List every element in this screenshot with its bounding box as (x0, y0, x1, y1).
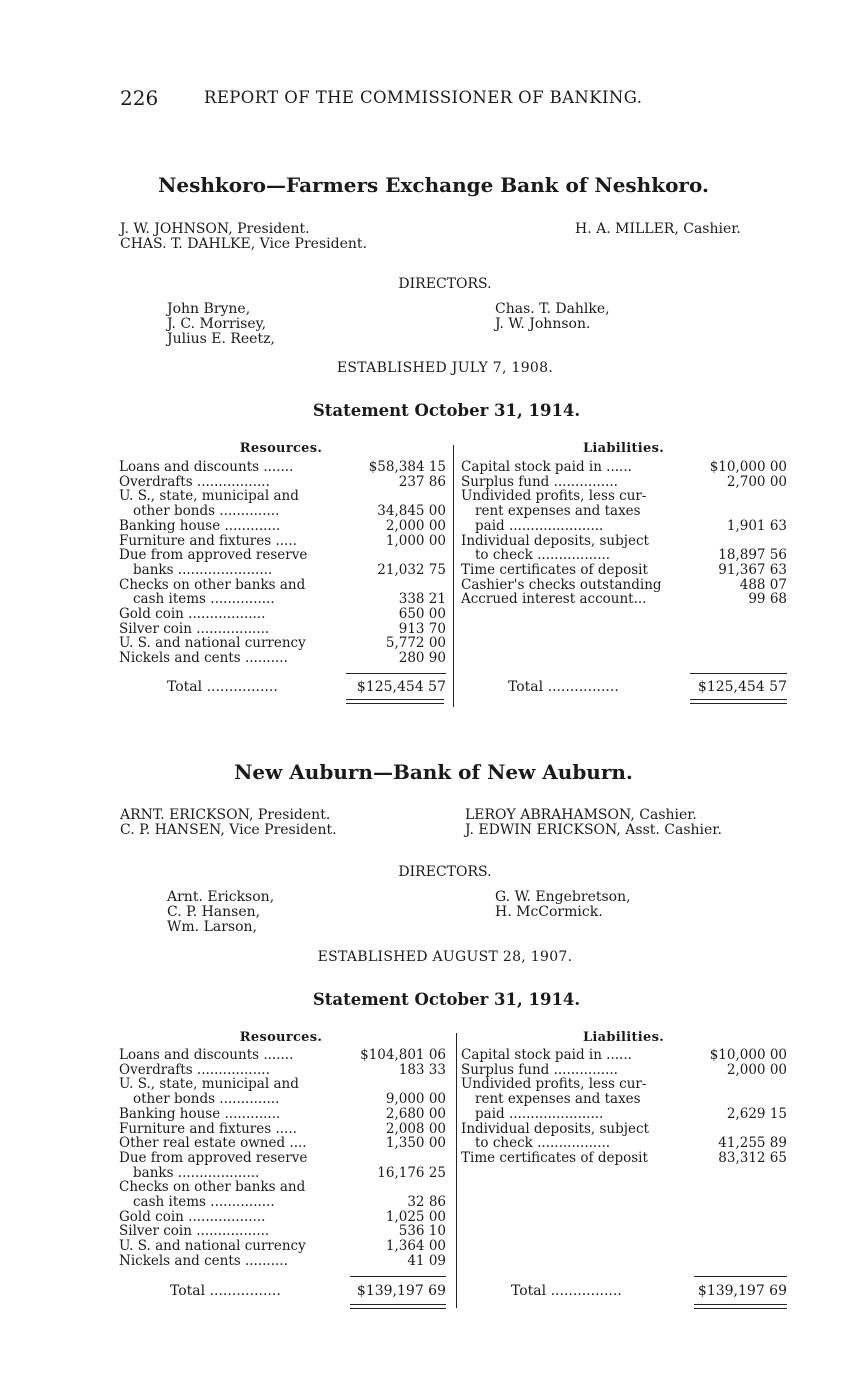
director-name: J. C. Morrisey, (167, 316, 267, 332)
ledger-row (119, 650, 446, 665)
ledger-row-label: cash items ............... (133, 591, 275, 608)
report-title: REPORT OF THE COMMISSIONER OF BANKING. (204, 88, 643, 107)
directors-list-left (167, 302, 275, 347)
ledger-row-label: Banking house ............. (119, 517, 281, 534)
column-divider (456, 1033, 457, 1308)
ledger-row-label: Checks on other banks and (119, 576, 306, 593)
ledger-row-amount: $10,000 00 (709, 1047, 787, 1063)
ledger-row (461, 503, 787, 518)
ledger-row-amount: 2,629 15 (726, 1105, 787, 1122)
ledger-row-amount: $10,000 00 (709, 459, 787, 475)
officer-president: J. W. JOHNSON, President. (120, 221, 310, 237)
director-name: Chas. T. Dahlke, (495, 301, 610, 317)
total-double-rule (350, 1308, 446, 1309)
ledger-row-label: Silver coin ................. (119, 620, 270, 637)
ledger-row (119, 577, 446, 592)
ledger-row (119, 562, 446, 577)
ledger-row-label: Checks on other banks and (119, 1179, 306, 1196)
ledger-row-label: other bonds .............. (133, 1091, 280, 1108)
ledger-row-amount: 338 21 (398, 591, 446, 608)
directors-list-left (167, 890, 274, 935)
ledger-row (119, 1238, 446, 1253)
ledger-row-label: U. S., state, municipal and (119, 488, 299, 505)
ledger-row-label: Capital stock paid in ...... (461, 459, 632, 475)
ledger-row-amount: 41 09 (407, 1252, 446, 1269)
ledger-row-amount: 536 10 (398, 1223, 446, 1240)
director-name: J. W. Johnson. (495, 316, 591, 332)
ledger-row-label: Gold coin .................. (119, 606, 266, 622)
ledger-row-label: Time certificates of deposit (461, 561, 648, 578)
ledger-row-label: Silver coin ................. (119, 1223, 270, 1240)
ledger-row (119, 606, 446, 621)
ledger-row-label: U. S., state, municipal and (119, 1076, 299, 1093)
ledger-row-amount: 32 86 (407, 1194, 446, 1210)
ledger-row-amount: 488 07 (739, 576, 787, 593)
ledger-row (461, 459, 787, 474)
ledger-row (119, 459, 446, 474)
director-name: C. P. Hansen, (167, 904, 261, 920)
ledger-row-amount: 237 86 (398, 473, 446, 490)
ledger-row-amount: $58,384 15 (368, 459, 446, 475)
ledger-row (461, 1121, 787, 1136)
total-amount: $139,197 69 (356, 1283, 446, 1299)
ledger-row-amount: 2,700 00 (726, 473, 787, 490)
directors-list-right (495, 302, 610, 332)
director-name: G. W. Engebretson, (495, 889, 631, 905)
ledger-row (119, 1209, 446, 1224)
ledger-row-amount: 1,025 00 (385, 1208, 446, 1225)
bank-title: Neshkoro—Farmers Exchange Bank of Neshkoro. (158, 173, 709, 197)
ledger-row (461, 1135, 787, 1150)
ledger-row-label: Loans and discounts ....... (119, 1047, 294, 1063)
ledger-row-label: banks ................... (133, 1164, 260, 1181)
ledger-row-label: Cashier's checks outstanding (461, 576, 662, 593)
ledger-row-amount: 183 33 (398, 1061, 446, 1078)
total-double-rule (346, 703, 444, 704)
ledger-row (119, 1253, 446, 1268)
ledger-row-label: Nickels and cents .......... (119, 1252, 288, 1269)
officer-cashier: H. A. MILLER, Cashier. (575, 221, 741, 237)
director-name: Julius E. Reetz, (167, 331, 275, 347)
ledger-row-label: paid ...................... (475, 1105, 604, 1122)
ledger-row-amount: 9,000 00 (385, 1091, 446, 1108)
ledger-row (461, 488, 787, 503)
liabilities-heading: Liabilities. (582, 441, 665, 456)
subtotal-rule (350, 1276, 446, 1277)
statement-title: Statement October 31, 1914. (312, 401, 581, 420)
ledger-row-label: Due from approved reserve (119, 1149, 308, 1166)
total-double-rule (690, 699, 787, 700)
ledger-row-label: Surplus fund ............... (461, 1061, 618, 1078)
ledger-row (119, 1091, 446, 1106)
ledger-row (119, 1223, 446, 1238)
total-double-rule (690, 703, 787, 704)
ledger-row-amount: 5,772 00 (385, 635, 446, 652)
ledger-row-label: Nickels and cents .......... (119, 650, 288, 667)
ledger-row-amount: 16,176 25 (377, 1164, 446, 1181)
director-name: H. McCormick. (495, 904, 603, 920)
officer-president: ARNT. ERICKSON, President. (120, 807, 331, 823)
ledger-row-amount: 2,000 00 (726, 1061, 787, 1078)
ledger-row-amount: 2,008 00 (385, 1120, 446, 1137)
officers-right (465, 808, 722, 838)
ledger-row-label: Individual deposits, subject (461, 1120, 649, 1137)
bank-title: New Auburn—Bank of New Auburn. (234, 760, 633, 784)
director-name: Wm. Larson, (167, 919, 257, 935)
ledger-row (461, 591, 787, 606)
officers-left (120, 222, 367, 252)
ledger-row (119, 518, 446, 533)
established-date: ESTABLISHED AUGUST 28, 1907. (317, 949, 573, 965)
ledger-row-label: Undivided profits, less cur- (461, 488, 647, 505)
ledger-row-amount: 2,000 00 (385, 517, 446, 534)
total-double-rule (694, 1308, 787, 1309)
directors-list-right (495, 890, 631, 920)
ledger-row-label: banks ...................... (133, 561, 273, 578)
ledger-row (119, 1076, 446, 1091)
total-label: Total ................ (167, 679, 278, 695)
ledger-row-label: Surplus fund ............... (461, 473, 618, 490)
total-double-rule (694, 1304, 787, 1305)
established-date: ESTABLISHED JULY 7, 1908. (336, 360, 554, 376)
ledger-row-label: other bonds .............. (133, 503, 280, 520)
ledger-row (461, 1150, 787, 1165)
ledger-row (119, 1106, 446, 1121)
officers-left (120, 808, 337, 838)
ledger-row-label: Furniture and fixtures ..... (119, 532, 297, 549)
total-label: Total ................ (170, 1283, 281, 1299)
ledger-row-amount: 280 90 (398, 650, 446, 667)
ledger-row (119, 635, 446, 650)
resources-heading: Resources. (239, 1030, 323, 1045)
subtotal-rule (346, 673, 446, 674)
ledger-row (461, 1047, 787, 1062)
ledger-row-amount: 1,901 63 (726, 517, 787, 534)
ledger-row (119, 591, 446, 606)
total-amount: $125,454 57 (697, 679, 787, 695)
ledger-row (119, 1165, 446, 1180)
ledger-row (119, 533, 446, 548)
ledger-row (119, 1121, 446, 1136)
ledger-row (119, 474, 446, 489)
ledger-row-label: Undivided profits, less cur- (461, 1076, 647, 1093)
director-name: John Bryne, (167, 301, 251, 317)
ledger-row-amount: 913 70 (398, 620, 446, 637)
ledger-row-amount: 1,364 00 (385, 1238, 446, 1255)
column-divider (453, 445, 454, 707)
ledger-row (461, 547, 787, 562)
ledger-row-label: Loans and discounts ....... (119, 459, 294, 475)
total-amount: $139,197 69 (697, 1283, 787, 1299)
officer-cashier: LEROY ABRAHAMSON, Cashier. (465, 807, 697, 823)
ledger-row-label: to check ................. (475, 547, 611, 564)
officer-vice-president: CHAS. T. DAHLKE, Vice President. (120, 236, 367, 252)
ledger-row-amount: 1,000 00 (385, 532, 446, 549)
ledger-row (461, 562, 787, 577)
ledger-row (119, 1047, 446, 1062)
ledger-row (119, 547, 446, 562)
ledger-row-amount: 41,255 89 (718, 1135, 787, 1152)
director-name: Arnt. Erickson, (167, 889, 275, 905)
officer-vice-president: C. P. HANSEN, Vice President. (120, 822, 337, 838)
running-header (120, 86, 780, 112)
ledger-row-label: rent expenses and taxes (475, 1091, 641, 1108)
ledger-row-label: cash items ............... (133, 1194, 275, 1210)
ledger-row-amount: 21,032 75 (377, 561, 446, 578)
ledger-row-label: Capital stock paid in ...... (461, 1047, 632, 1063)
total-amount: $125,454 57 (356, 679, 446, 695)
ledger-row-label: Banking house ............. (119, 1105, 281, 1122)
ledger-row-amount: $104,801 06 (360, 1047, 446, 1063)
ledger-row (461, 1062, 787, 1077)
ledger-row (461, 1076, 787, 1091)
ledger-row-label: U. S. and national currency (119, 1238, 306, 1255)
ledger-row-label: U. S. and national currency (119, 635, 306, 652)
subtotal-rule (694, 1276, 787, 1277)
ledger-row-label: Overdrafts ................. (119, 473, 270, 490)
ledger-row (119, 1150, 446, 1165)
ledger-row (119, 1179, 446, 1194)
ledger-row (461, 1106, 787, 1121)
ledger-row (119, 1062, 446, 1077)
subtotal-rule (690, 673, 787, 674)
ledger-row (461, 474, 787, 489)
ledger-row (461, 518, 787, 533)
ledger-row-label: Overdrafts ................. (119, 1061, 270, 1078)
total-double-rule (346, 699, 444, 700)
ledger-row-amount: 99 68 (748, 591, 787, 608)
ledger-row (461, 1091, 787, 1106)
resources-heading: Resources. (239, 441, 323, 456)
ledger-row (119, 1135, 446, 1150)
ledger-row-label: Individual deposits, subject (461, 532, 649, 549)
ledger-row (119, 488, 446, 503)
total-double-rule (350, 1304, 446, 1305)
ledger-row-label: Time certificates of deposit (461, 1149, 648, 1166)
ledger-row-label: paid ...................... (475, 517, 604, 534)
officers-right (575, 222, 741, 237)
total-label: Total ................ (511, 1283, 622, 1299)
ledger-row-amount: 83,312 65 (718, 1149, 787, 1166)
ledger-row-label: Due from approved reserve (119, 547, 308, 564)
page-number: 226 (120, 86, 159, 110)
ledger-row-amount: 650 00 (398, 606, 446, 622)
ledger-row-amount: 91,367 63 (718, 561, 787, 578)
ledger-row-label: Other real estate owned .... (119, 1135, 307, 1152)
officer-asst-cashier: J. EDWIN ERICKSON, Asst. Cashier. (465, 822, 722, 838)
ledger-row-label: Furniture and fixtures ..... (119, 1120, 297, 1137)
directors-heading: DIRECTORS. (398, 864, 492, 880)
ledger-row-label: Accrued interest account... (461, 591, 647, 608)
ledger-row-amount: 34,845 00 (377, 503, 446, 520)
ledger-row-amount: 1,350 00 (385, 1135, 446, 1152)
directors-heading: DIRECTORS. (398, 276, 492, 292)
statement-title: Statement October 31, 1914. (312, 990, 581, 1009)
ledger-row (119, 621, 446, 636)
ledger-row-label: rent expenses and taxes (475, 503, 641, 520)
ledger-row-label: to check ................. (475, 1135, 611, 1152)
ledger-row-amount: 2,680 00 (385, 1105, 446, 1122)
ledger-row-amount: 18,897 56 (718, 547, 787, 564)
ledger-row (461, 577, 787, 592)
ledger-row-label: Gold coin .................. (119, 1208, 266, 1225)
ledger-row (119, 1194, 446, 1209)
ledger-row (461, 533, 787, 548)
liabilities-heading: Liabilities. (582, 1030, 665, 1045)
total-label: Total ................ (508, 679, 619, 695)
ledger-row (119, 503, 446, 518)
